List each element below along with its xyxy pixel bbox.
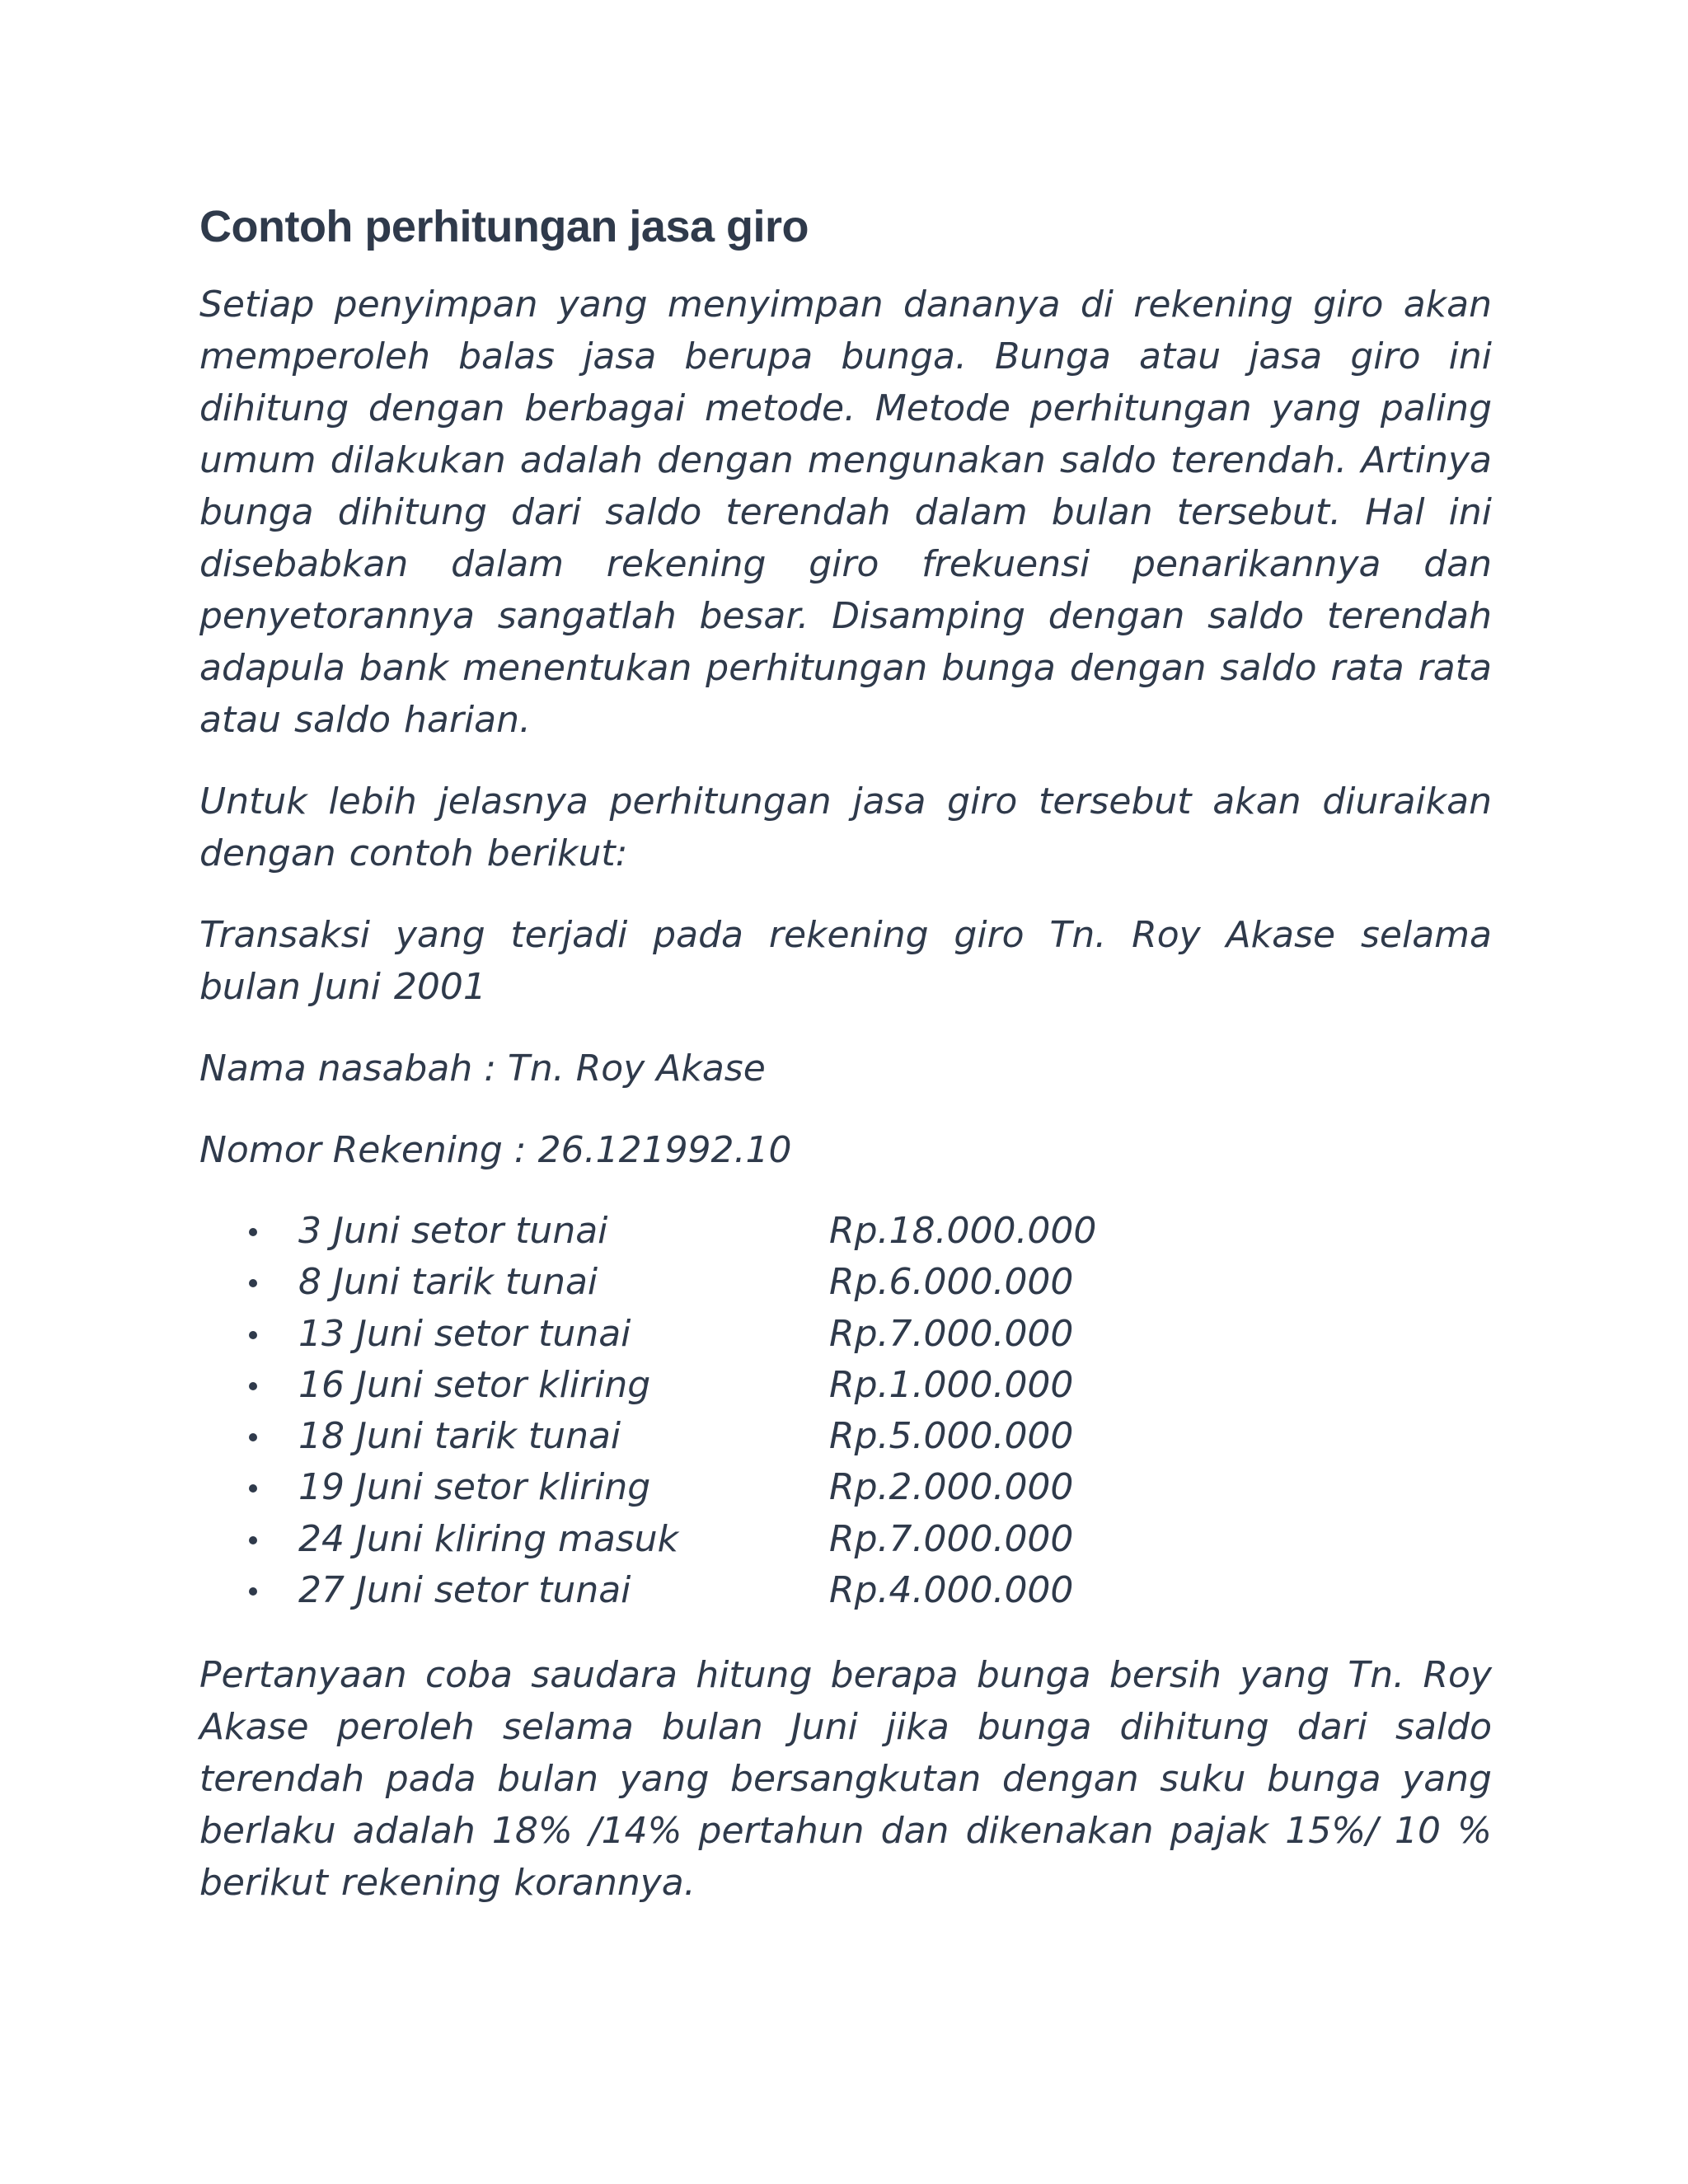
transaction-description: 18 Juni tarik tunai <box>298 1415 621 1458</box>
transaction-amount: Rp.7.000.000 <box>829 1517 1074 1560</box>
bullet-icon <box>249 1433 257 1441</box>
transaction-item <box>199 1257 1492 1308</box>
bullet-icon <box>249 1484 257 1493</box>
transaction-item <box>199 1360 1492 1411</box>
transaction-amount: Rp.2.000.000 <box>829 1466 1074 1509</box>
transaction-item <box>199 1565 1492 1616</box>
transaction-description: 24 Juni kliring masuk <box>298 1517 679 1560</box>
transaction-amount: Rp.5.000.000 <box>829 1415 1074 1458</box>
transaction-intro-paragraph: Transaksi yang terjadi pada rekening giro Tn. Roy Akase selama bulan Juni 2001 <box>199 914 1492 1008</box>
transaction-amount: Rp.7.000.000 <box>829 1312 1074 1355</box>
transaction-description: 8 Juni tarik tunai <box>298 1261 598 1304</box>
transaction-amount: Rp.6.000.000 <box>829 1261 1074 1304</box>
transaction-item <box>199 1462 1492 1513</box>
document-page <box>199 198 1492 1938</box>
transaction-item <box>199 1206 1492 1257</box>
transaction-description: 13 Juni setor tunai <box>298 1312 631 1355</box>
transaction-description: 19 Juni setor kliring <box>298 1466 651 1509</box>
transaction-description: 16 Juni setor kliring <box>298 1363 651 1406</box>
transaction-list <box>199 1206 1492 1616</box>
transaction-item <box>199 1514 1492 1565</box>
question-paragraph: Pertanyaan coba saudara hitung berapa bunga bersih yang Tn. Roy Akase peroleh selama bulan Juni jika bunga dihitung dari saldo terendah pada bulan yang bersangkutan dengan suku bunga yang berlaku adalah 18% /14% pertahun dan dikenakan pajak 15%/ 10 % berikut rekening korannya. <box>199 1654 1492 1905</box>
transaction-amount: Rp.1.000.000 <box>829 1363 1074 1406</box>
bullet-icon <box>249 1279 257 1287</box>
transaction-amount: Rp.4.000.000 <box>829 1569 1074 1612</box>
transaction-description: 27 Juni setor tunai <box>298 1569 631 1612</box>
bullet-icon <box>249 1536 257 1544</box>
account-number-line: Nomor Rekening : 26.121992.10 <box>199 1129 792 1171</box>
bullet-icon <box>249 1382 257 1390</box>
transaction-description: 3 Juni setor tunai <box>298 1210 608 1252</box>
transaction-item <box>199 1309 1492 1360</box>
customer-name-line: Nama nasabah : Tn. Roy Akase <box>199 1047 766 1090</box>
bullet-icon <box>249 1587 257 1596</box>
example-intro-paragraph: Untuk lebih jelasnya perhitungan jasa giro tersebut akan diuraikan dengan contoh berikut: <box>199 780 1492 874</box>
transaction-amount: Rp.18.000.000 <box>829 1210 1097 1252</box>
intro-paragraph: Setiap penyimpan yang menyimpan dananya di rekening giro akan memperoleh balas jasa berupa bunga. Bunga atau jasa giro ini dihitung dengan berbagai metode. Metode perhitungan yang paling umum dilakukan adalah dengan mengunakan saldo terendah. Artinya bunga dihitung dari saldo terendah dalam bulan tersebut. Hal ini disebabkan dalam rekening giro frekuensi penarikannya dan penyetorannya sangatlah besar. Disamping dengan saldo terendah adapula bank menentukan perhitungan bunga dengan saldo rata rata atau saldo harian. <box>199 284 1492 741</box>
document-title: Contoh perhitungan jasa giro <box>199 202 809 251</box>
bullet-icon <box>249 1228 257 1236</box>
transaction-item <box>199 1411 1492 1462</box>
bullet-icon <box>249 1331 257 1339</box>
